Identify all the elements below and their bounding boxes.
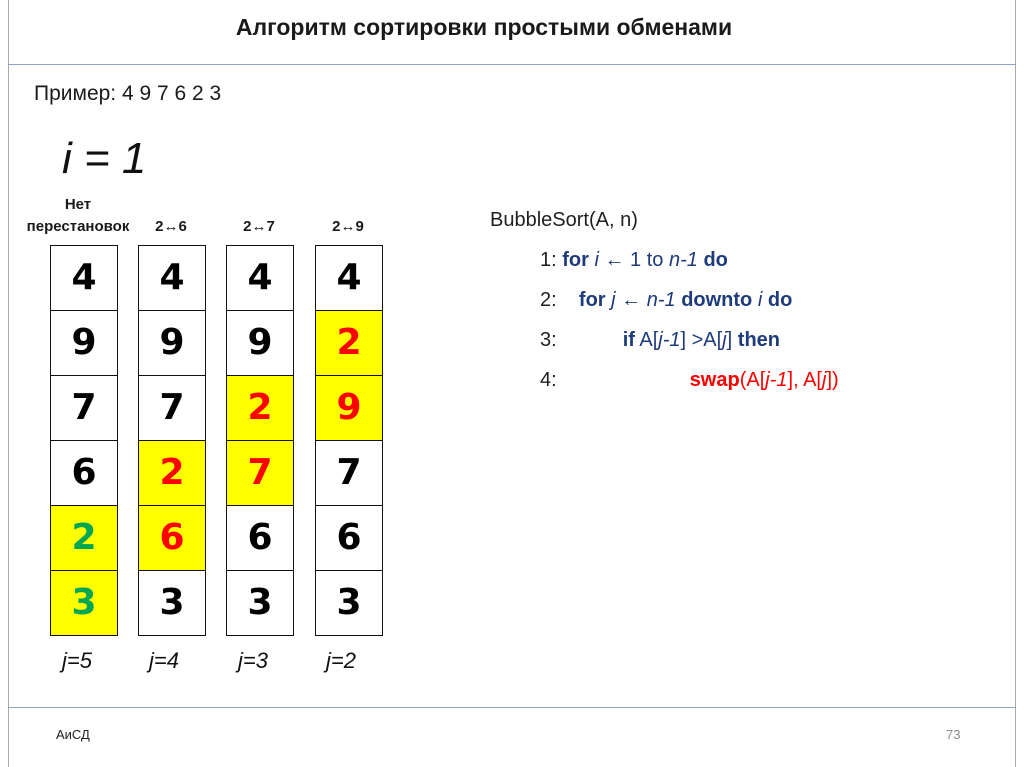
array-cell: 2 [51, 506, 117, 570]
column-header-4: 2↔9 [332, 218, 364, 235]
page-number: 73 [946, 727, 961, 742]
pseudocode-title: BubbleSort(A, n) [490, 209, 638, 231]
array-cell: 3 [316, 571, 382, 635]
array-cell: 6 [316, 506, 382, 570]
array-cell: 4 [227, 246, 293, 310]
array-cell: 4 [316, 246, 382, 310]
footer-divider [8, 707, 1016, 708]
array-cell: 9 [227, 311, 293, 375]
j-label-4: j=2 [326, 648, 356, 673]
array-cell: 3 [51, 571, 117, 635]
array-cell: 9 [316, 376, 382, 440]
column-header-2: 2↔6 [155, 218, 187, 235]
j-label-2: j=4 [149, 648, 179, 673]
array-cell: 9 [139, 311, 205, 375]
j-label-3: j=3 [238, 648, 268, 673]
pseudocode-line-4: 4: swap(A[j-1], A[j]) [540, 369, 839, 391]
column-header-1-line2: перестановок [26, 218, 130, 235]
title-divider [8, 64, 1016, 65]
j-label-1: j=5 [62, 648, 92, 673]
array-cell: 7 [51, 376, 117, 440]
column-header-1 [10, 194, 146, 238]
array-cell: 7 [316, 441, 382, 505]
pseudocode-line-2: 2: for j ← n-1 downto i do [540, 289, 793, 311]
array-column-4 [315, 245, 383, 636]
array-cell: 4 [51, 246, 117, 310]
array-cell: 7 [139, 376, 205, 440]
array-cell: 9 [51, 311, 117, 375]
footer-text: АиСД [56, 727, 90, 742]
array-cell: 6 [51, 441, 117, 505]
slide-title: Алгоритм сортировки простыми обменами [235, 14, 733, 40]
array-column-2 [138, 245, 206, 636]
array-cell: 3 [139, 571, 205, 635]
array-column-1 [50, 245, 118, 636]
pseudocode-line-3: 3: if A[j-1] >A[j] then [540, 329, 780, 351]
column-header-3: 2↔7 [243, 218, 275, 235]
array-cell: 2 [139, 441, 205, 505]
array-cell: 3 [227, 571, 293, 635]
array-column-3 [226, 245, 294, 636]
column-header-1-line1: Нет [64, 196, 92, 213]
array-cell: 7 [227, 441, 293, 505]
example-text: Пример: 4 9 7 6 2 3 [34, 82, 222, 105]
array-cell: 6 [227, 506, 293, 570]
array-cell: 4 [139, 246, 205, 310]
array-cell: 2 [316, 311, 382, 375]
iteration-label: i = 1 [62, 134, 147, 183]
pseudocode-line-1: 1: for i ← 1 to n-1 do [540, 249, 728, 271]
array-cell: 2 [227, 376, 293, 440]
array-cell: 6 [139, 506, 205, 570]
